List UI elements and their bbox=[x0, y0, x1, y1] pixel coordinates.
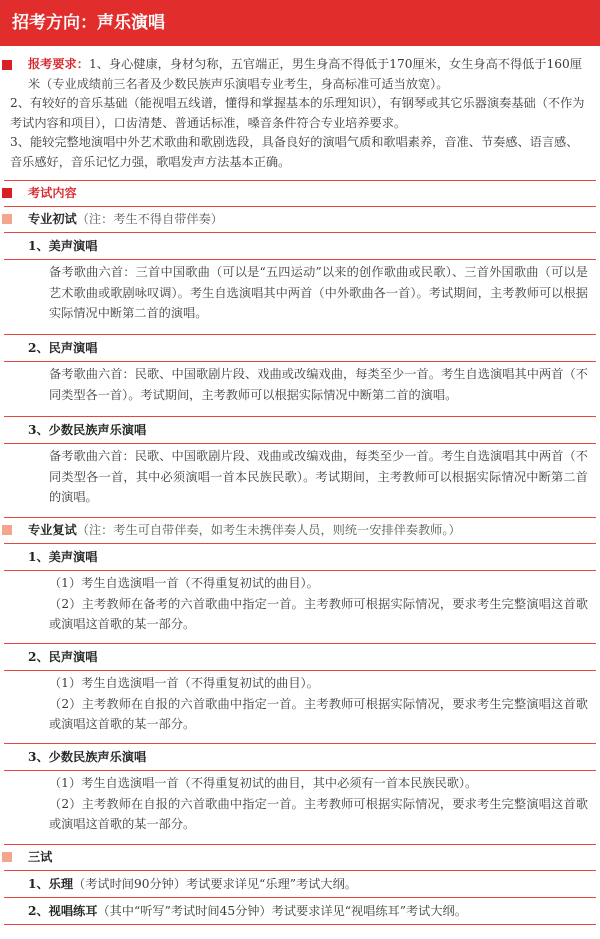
preliminary-item-text bbox=[0, 362, 600, 416]
retest-item-title: 3、少数民族声乐演唱 bbox=[28, 750, 147, 764]
third-item-text: （考试时间90分钟）考试要求详见“乐理”考试大纲。 bbox=[73, 877, 357, 891]
divider bbox=[4, 924, 596, 925]
preliminary-heading bbox=[0, 207, 600, 232]
third-item-title: 2、视唱练耳 bbox=[28, 904, 98, 918]
retest-item-line: （2）主考教师在自报的六首歌曲中指定一首。主考教师可根据实际情况，要求考生完整演唱这首歌或演唱这首歌的某一部分。 bbox=[49, 696, 588, 731]
section-marker-icon bbox=[2, 188, 12, 198]
third-title: 三试 bbox=[28, 850, 53, 864]
requirement-3: 3、能较完整地演唱中外艺术歌曲和歌剧选段，具备良好的演唱气质和歌唱素养，音准、节奏感、语言感、音乐感好，音乐记忆力强，歌唱发声方法基本正确。 bbox=[10, 135, 579, 169]
retest-item-line: （1）考生自选演唱一首（不得重复初试的曲目）。 bbox=[49, 676, 319, 690]
preliminary-item-body: 备考歌曲六首：民歌、中国歌剧片段、戏曲或改编戏曲，每类至少一首。考生自选演唱其中两首（不同类型各一首）。考试期间，主考教师可以根据实际情况中断第二首的演唱。 bbox=[49, 367, 588, 402]
preliminary-item-text bbox=[0, 260, 600, 334]
retest-item-line: （2）主考教师在备考的六首歌曲中指定一首。主考教师可根据实际情况，要求考生完整演唱这首歌或演唱这首歌的某一部分。 bbox=[49, 596, 588, 631]
preliminary-title: 专业初试 bbox=[28, 212, 77, 226]
preliminary-item-title: 1、美声演唱 bbox=[28, 239, 98, 253]
retest-heading bbox=[0, 518, 600, 543]
retest-note: （注：考生可自带伴奏，如考生未携伴奏人员，则统一安排伴奏教师。） bbox=[76, 523, 461, 537]
retest-item-text bbox=[0, 571, 600, 643]
page-title: 招考方向：声乐演唱 bbox=[12, 13, 165, 33]
preliminary-note: （注：考生不得自带伴奏） bbox=[76, 212, 223, 226]
third-item bbox=[0, 898, 600, 924]
retest-item-title: 1、美声演唱 bbox=[28, 550, 98, 564]
requirements-block bbox=[0, 46, 600, 180]
third-item-text: （其中“听写”考试时间45分钟）考试要求详见“视唱练耳”考试大纲。 bbox=[97, 904, 467, 918]
exam-content-heading bbox=[0, 181, 600, 206]
third-heading bbox=[0, 845, 600, 870]
section-marker-icon bbox=[2, 214, 12, 224]
retest-title: 专业复试 bbox=[28, 523, 77, 537]
third-item bbox=[0, 871, 600, 897]
third-item-title: 1、乐理 bbox=[28, 877, 74, 891]
preliminary-item-body: 备考歌曲六首：三首中国歌曲（可以是“五四运动”以来的创作歌曲或民歌）、三首外国歌曲（可以是艺术歌曲或歌剧咏叹调）。考生自选演唱其中两首（中外歌曲各一首）。考试期间，主考教师可以根据实际情况中断第二首的演唱。 bbox=[49, 265, 588, 320]
preliminary-item-body: 备考歌曲六首：民歌、中国歌剧片段、戏曲或改编戏曲，每类至少一首。考生自选演唱其中两首（不同类型各一首，其中必须演唱一首本民族民歌）。考试期间，主考教师可以根据实际情况中断第二首的演唱。 bbox=[49, 449, 588, 504]
section-marker-icon bbox=[2, 525, 12, 535]
requirement-2: 2、有较好的音乐基础（能视唱五线谱，懂得和掌握基本的乐理知识），有钢琴或其它乐器演奏基础（不作为考试内容和项目），口齿清楚、普通话标准，嗓音条件符合专业培养要求。 bbox=[10, 96, 585, 130]
retest-item-line: （1）考生自选演唱一首（不得重复初试的曲目，其中必须有一首本民族民歌）。 bbox=[49, 776, 478, 790]
requirement-1: 1、身心健康，身材匀称，五官端正，男生身高不得低于170厘米，女生身高不得低于160厘米（专业成绩前三名者及少数民族声乐演唱专业考生，身高标准可适当放宽）。 bbox=[28, 57, 582, 91]
page-header bbox=[0, 0, 600, 46]
section-marker-icon bbox=[2, 852, 12, 862]
section-marker-icon bbox=[2, 60, 12, 70]
preliminary-item-title: 3、少数民族声乐演唱 bbox=[28, 423, 147, 437]
retest-item-line: （1）考生自选演唱一首（不得重复初试的曲目）。 bbox=[49, 576, 319, 590]
retest-item-text bbox=[0, 771, 600, 844]
preliminary-item-title: 2、民声演唱 bbox=[28, 341, 98, 355]
exam-content-title: 考试内容 bbox=[28, 186, 77, 200]
preliminary-item-text bbox=[0, 444, 600, 517]
retest-item-line: （2）主考教师在自报的六首歌曲中指定一首。主考教师可根据实际情况，要求考生完整演唱这首歌或演唱这首歌的某一部分。 bbox=[49, 796, 588, 831]
retest-item-title: 2、民声演唱 bbox=[28, 650, 98, 664]
retest-item-text bbox=[0, 671, 600, 743]
requirements-label: 报考要求： bbox=[28, 57, 89, 71]
